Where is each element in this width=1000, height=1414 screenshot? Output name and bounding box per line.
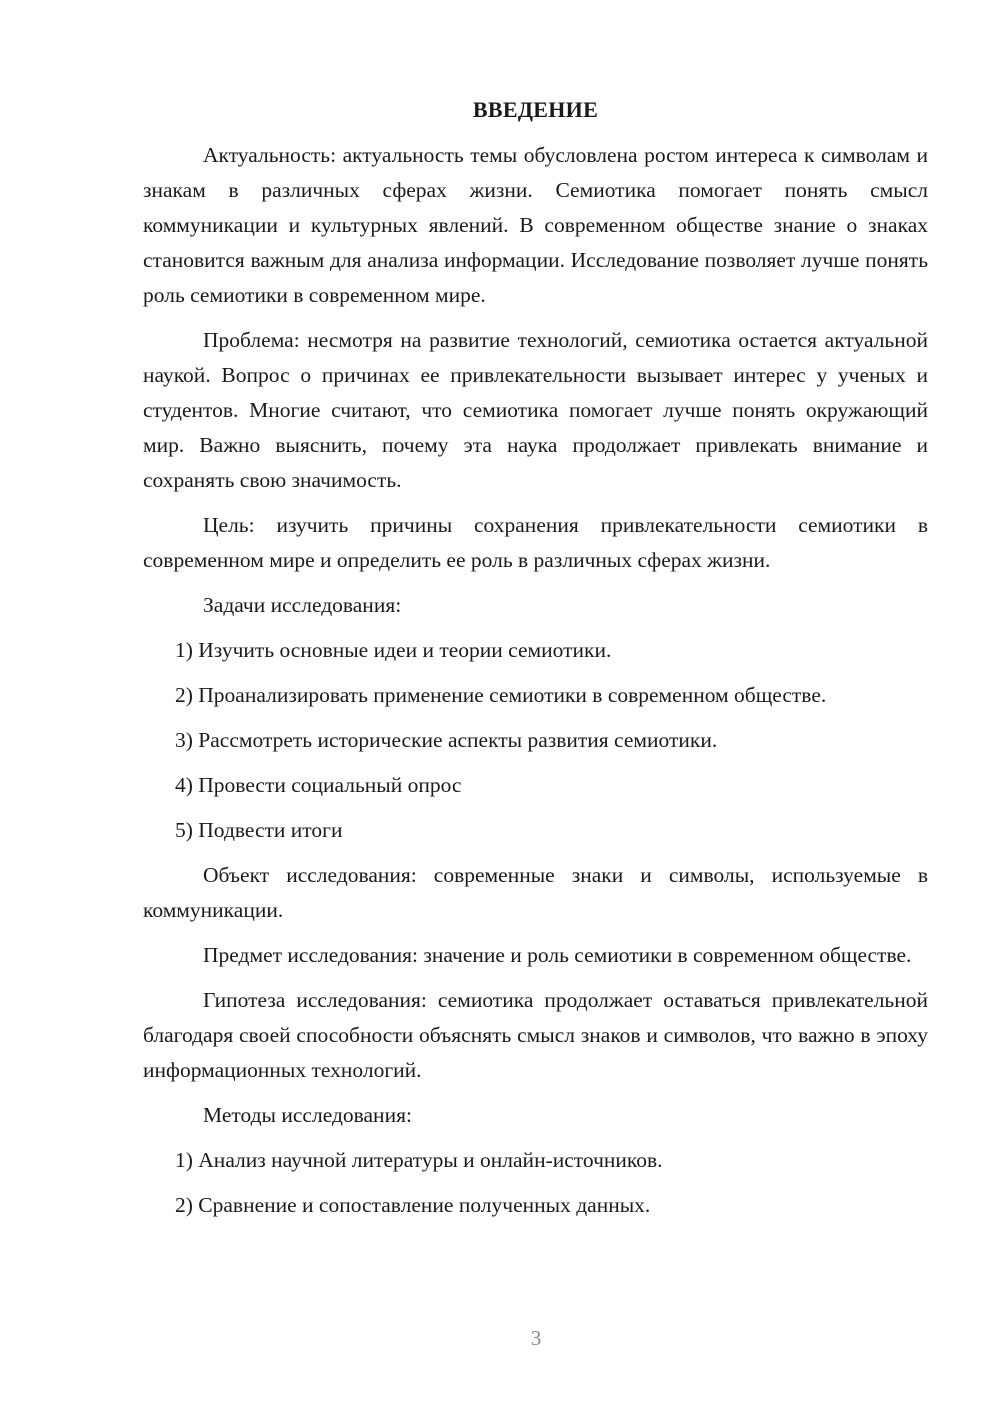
- object-paragraph: Объект исследования: современные знаки и символы, используемые в коммуникации.: [143, 863, 928, 922]
- document-page: [143, 92, 928, 1223]
- list-item: 2) Проанализировать применение семиотики в современном обществе.: [175, 683, 827, 707]
- list-item: 1) Изучить основные идеи и теории семиотики.: [175, 638, 612, 662]
- methods-list: [143, 1143, 928, 1223]
- tasks-heading: Задачи исследования:: [203, 593, 402, 617]
- list-item: 3) Рассмотреть исторические аспекты развития семиотики.: [175, 728, 718, 752]
- list-item: 5) Подвести итоги: [175, 818, 343, 842]
- list-item: 1) Анализ научной литературы и онлайн-источников.: [175, 1148, 663, 1172]
- list-item: 2) Сравнение и сопоставление полученных данных.: [175, 1193, 651, 1217]
- goal-paragraph: Цель: изучить причины сохранения привлекательности семиотики в современном мире и определить ее роль в различных сферах жизни.: [143, 513, 928, 572]
- tasks-list: [143, 633, 928, 848]
- page-number: 3: [530, 1326, 542, 1350]
- subject-paragraph: Предмет исследования: значение и роль семиотики в современном обществе.: [203, 943, 912, 967]
- problem-paragraph: Проблема: несмотря на развитие технологий, семиотика остается актуальной наукой. Вопрос о причинах ее привлекательности вызывает интерес у ученых и студентов. Многие считают, что семиотика помогает лучше понять окружающий мир. Важно выяснить, почему эта наука продолжает привлекать внимание и сохранять свою значимость.: [143, 328, 928, 492]
- relevance-paragraph: Актуальность: актуальность темы обусловлена ростом интереса к символам и знакам в различных сферах жизни. Семиотика помогает понять смысл коммуникации и культурных явлений. В современном обществе знание о знаках становится важным для анализа информации. Исследование позволяет лучше понять роль семиотики в современном мире.: [143, 143, 928, 307]
- hypothesis-paragraph: Гипотеза исследования: семиотика продолжает оставаться привлекательной благодаря своей способности объяснять смысл знаков и символов, что важно в эпоху информационных технологий.: [143, 988, 928, 1082]
- list-item: 4) Провести социальный опрос: [175, 773, 462, 797]
- methods-heading: Методы исследования:: [203, 1103, 412, 1127]
- page-title: ВВЕДЕНИЕ: [472, 97, 599, 122]
